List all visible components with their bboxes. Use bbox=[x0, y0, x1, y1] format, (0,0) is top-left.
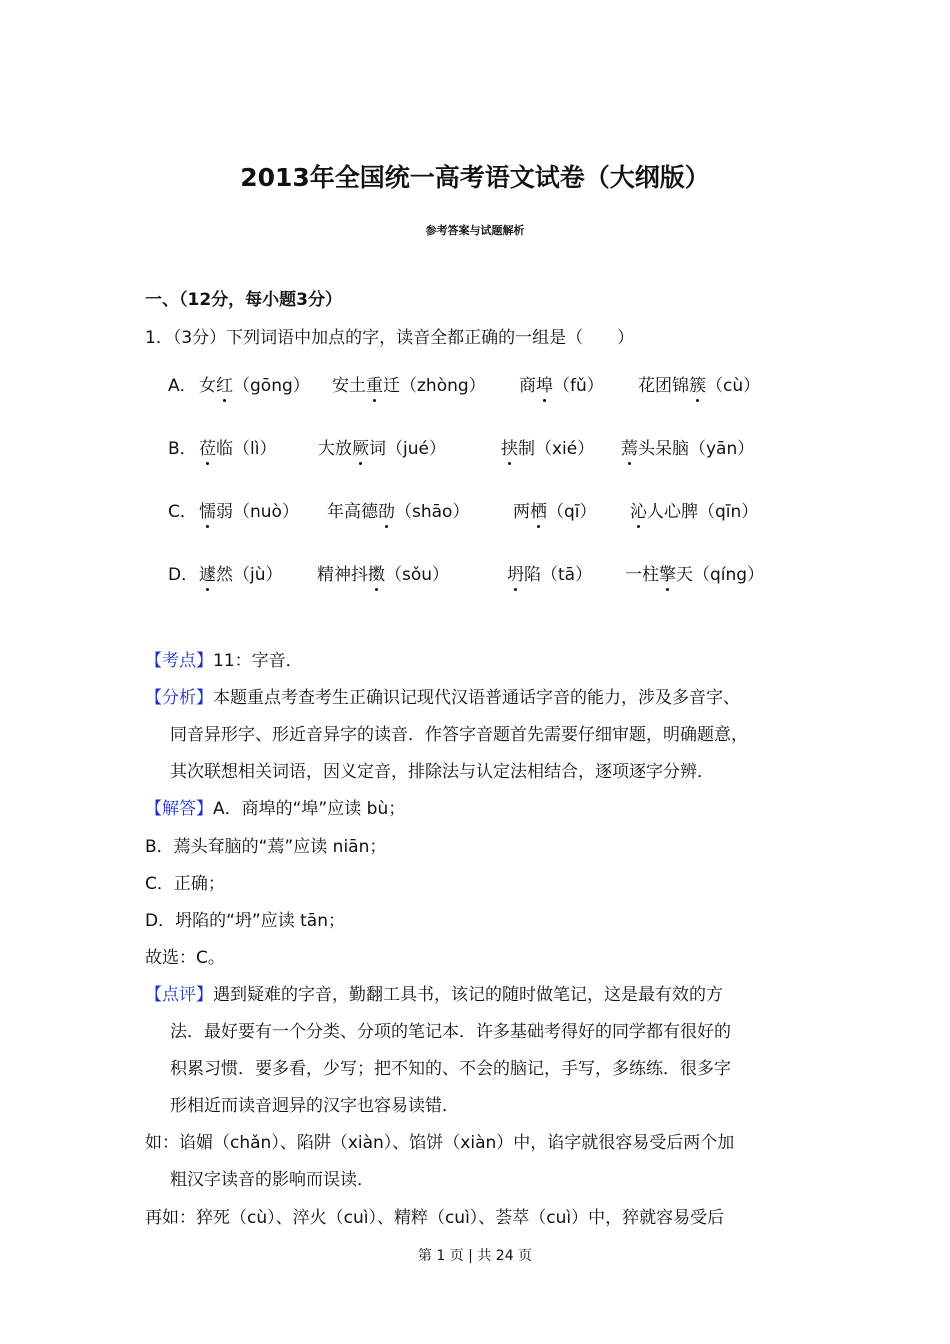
word-part: 迁 bbox=[383, 376, 400, 396]
option-word bbox=[621, 434, 754, 459]
word-part: 临 bbox=[216, 439, 233, 459]
text-line bbox=[145, 943, 225, 968]
dotted-char: 遽 bbox=[199, 565, 216, 585]
word-part: 词 bbox=[369, 439, 386, 459]
line-text: 遇到疑难的字音，勤翻工具书，该记的随时做笔记，这是最有效的方 bbox=[213, 984, 723, 1005]
option-word bbox=[199, 560, 283, 585]
option-word bbox=[501, 434, 594, 459]
option-row bbox=[0, 371, 950, 401]
dotted-char: 重 bbox=[366, 376, 383, 396]
pinyin: （tā） bbox=[541, 565, 593, 585]
section-tag: 【点评】 bbox=[145, 984, 213, 1005]
line-text: 11：字音． bbox=[213, 651, 303, 671]
pinyin: （sǒu） bbox=[385, 565, 450, 585]
pinyin: （xié） bbox=[535, 439, 595, 459]
text-line bbox=[145, 1128, 734, 1153]
section-tag: 【考点】 bbox=[145, 651, 213, 671]
option-word bbox=[625, 560, 764, 585]
dotted-char: 坍 bbox=[507, 565, 524, 585]
pinyin: （zhòng） bbox=[400, 376, 486, 396]
pinyin: （qíng） bbox=[693, 565, 765, 585]
page-footer: 第 1 页 | 共 24 页 bbox=[417, 1248, 533, 1264]
option-label: B． bbox=[168, 439, 197, 459]
word-part: 制 bbox=[518, 439, 535, 459]
dotted-char: 红 bbox=[216, 376, 233, 396]
line-text: 法．最好要有一个分类、分项的笔记本．许多基础考得好的同学都有很好的 bbox=[170, 1022, 731, 1042]
section-tag: 【解答】 bbox=[145, 799, 213, 820]
text-line bbox=[145, 646, 303, 671]
pinyin: （qī） bbox=[547, 502, 597, 522]
option-row bbox=[0, 434, 950, 464]
pinyin: （jué） bbox=[386, 439, 446, 459]
option-word bbox=[317, 560, 449, 585]
dotted-char: 莅 bbox=[199, 439, 216, 459]
dotted-char: 擎 bbox=[659, 565, 676, 585]
text-line bbox=[145, 1203, 724, 1228]
option-word bbox=[513, 497, 597, 522]
document-title: 2013年全国统一高考语文试卷（大纲版） bbox=[240, 163, 710, 192]
pinyin: （nuò） bbox=[233, 502, 299, 522]
option-label: D． bbox=[168, 565, 199, 585]
word-part: 安土 bbox=[332, 376, 366, 396]
line-text: 本题重点考查考生正确识记现代汉语普通话字音的能力，涉及多音字、 bbox=[213, 688, 740, 709]
line-text: C．正确； bbox=[145, 873, 225, 894]
option-word bbox=[327, 497, 469, 522]
option-word bbox=[199, 371, 310, 396]
line-text: 故选：C。 bbox=[145, 947, 225, 968]
document-subtitle: 参考答案与试题解析 bbox=[425, 224, 525, 237]
dotted-char: 挟 bbox=[501, 439, 518, 459]
word-part: 人心脾 bbox=[647, 502, 698, 522]
text-line bbox=[170, 1017, 731, 1042]
pinyin: （shāo） bbox=[395, 502, 470, 522]
pinyin: （qīn） bbox=[698, 502, 759, 522]
text-line bbox=[170, 757, 714, 782]
pinyin: （fǔ） bbox=[553, 376, 604, 396]
section-heading: 一、（12分，每小题3分） bbox=[145, 290, 342, 310]
text-line bbox=[170, 720, 748, 745]
dotted-char: 劭 bbox=[378, 502, 395, 522]
word-part: 女 bbox=[199, 376, 216, 396]
question-stem: 1．（3分）下列词语中加点的字，读音全都正确的一组是（ ） bbox=[145, 328, 635, 348]
line-text: 粗汉字读音的影响而误读． bbox=[170, 1170, 374, 1191]
dotted-char: 蔫 bbox=[621, 439, 638, 459]
option-word bbox=[507, 560, 592, 585]
word-part: 一柱 bbox=[625, 565, 659, 585]
word-part: 商 bbox=[519, 376, 536, 396]
word-part: 精神抖 bbox=[317, 565, 368, 585]
pinyin: （jù） bbox=[233, 565, 283, 585]
text-line bbox=[145, 794, 405, 819]
pinyin: （cù） bbox=[706, 376, 761, 396]
text-line bbox=[145, 906, 345, 931]
word-part: 花团锦 bbox=[638, 376, 689, 396]
dotted-char: 簇 bbox=[689, 376, 706, 396]
line-text: 形相近而读音迥异的汉字也容易读错． bbox=[170, 1096, 459, 1117]
pinyin: （gōng） bbox=[233, 376, 310, 396]
dotted-char: 厥 bbox=[352, 439, 369, 459]
text-line bbox=[145, 683, 740, 708]
option-word bbox=[638, 371, 760, 396]
line-text: A．商埠的“埠”应读 bù； bbox=[213, 799, 406, 820]
word-part: 大放 bbox=[318, 439, 352, 459]
dotted-char: 埠 bbox=[536, 376, 553, 396]
line-text: 积累习惯．要多看，少写；把不知的、不会的脑记，手写，多练练．很多字 bbox=[170, 1059, 731, 1080]
option-word bbox=[519, 371, 604, 396]
dotted-char: 懦 bbox=[199, 502, 216, 522]
option-label: A． bbox=[168, 376, 197, 396]
word-part: 头呆脑 bbox=[638, 439, 689, 459]
text-line bbox=[170, 1165, 374, 1190]
option-word bbox=[199, 497, 299, 522]
option-label: C． bbox=[168, 502, 197, 522]
line-text: D．坍陷的“坍”应读 tān； bbox=[145, 910, 345, 931]
option-word bbox=[332, 371, 486, 396]
word-part: 两 bbox=[513, 502, 530, 522]
pinyin: （yān） bbox=[689, 439, 755, 459]
text-line bbox=[145, 869, 225, 894]
word-part: 然 bbox=[216, 565, 233, 585]
dotted-char: 沁 bbox=[630, 502, 647, 522]
pinyin: （lì） bbox=[233, 439, 277, 459]
text-line bbox=[170, 1091, 459, 1116]
dotted-char: 擞 bbox=[368, 565, 385, 585]
option-row bbox=[0, 497, 950, 527]
text-line bbox=[170, 1054, 731, 1079]
line-text: 其次联想相关词语，因义定音，排除法与认定法相结合，逐项逐字分辨． bbox=[170, 762, 714, 783]
option-word bbox=[630, 497, 758, 522]
text-line bbox=[145, 980, 723, 1005]
option-word bbox=[318, 434, 446, 459]
option-word bbox=[199, 434, 276, 459]
text-line bbox=[145, 832, 386, 857]
line-text: 如：谄媚（chǎn）、陷阱（xiàn）、馅饼（xiàn）中，谄字就很容易受后两个加 bbox=[145, 1133, 735, 1154]
option-row bbox=[0, 560, 950, 590]
word-part: 年高德 bbox=[327, 502, 378, 522]
word-part: 陷 bbox=[524, 565, 541, 585]
dotted-char: 栖 bbox=[530, 502, 547, 522]
line-text: 再如：猝死（cù）、淬火（cuì）、精粹（cuì）、荟萃（cuì）中，猝就容易受后 bbox=[145, 1207, 725, 1228]
line-text: B．蔫头耷脑的“蔫”应读 niān； bbox=[145, 836, 387, 857]
section-tag: 【分析】 bbox=[145, 688, 213, 709]
line-text: 同音异形字、形近音异字的读音．作答字音题首先需要仔细审题，明确题意， bbox=[170, 725, 748, 746]
word-part: 天 bbox=[676, 565, 693, 585]
word-part: 弱 bbox=[216, 502, 233, 522]
